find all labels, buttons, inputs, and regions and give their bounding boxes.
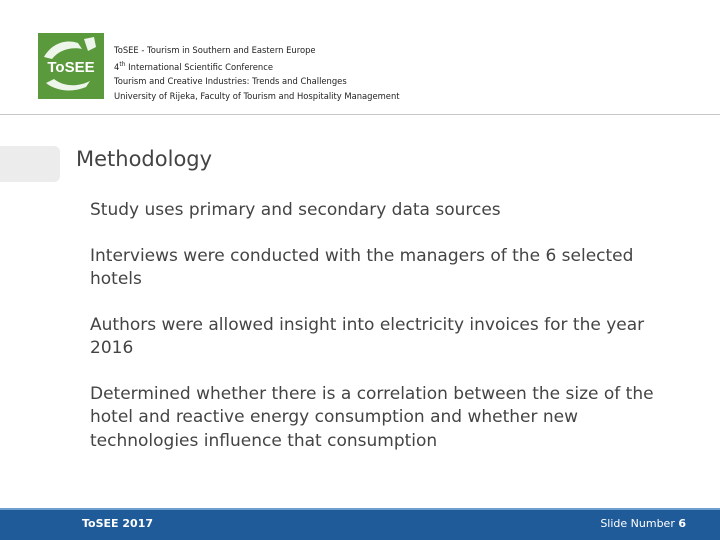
logo-text: ToSEE bbox=[47, 59, 95, 76]
slide-number-value: 6 bbox=[678, 517, 686, 530]
bullet-list bbox=[90, 199, 690, 475]
slide-number bbox=[600, 517, 686, 530]
bullet-item: Authors were allowed insight into electricity invoices for the year 2016 bbox=[90, 314, 645, 358]
header-line-1: ToSEE - Tourism in Southern and Eastern Europe bbox=[114, 45, 316, 55]
slide-title: Methodology bbox=[76, 147, 213, 171]
tosee-logo bbox=[38, 33, 104, 99]
bullet-item: Study uses primary and secondary data sources bbox=[90, 200, 501, 220]
title-tab bbox=[0, 146, 60, 182]
header-line-2: 4th International Scientific Conference bbox=[114, 60, 273, 72]
slide-number-label: Slide Number bbox=[600, 517, 679, 530]
header-line-3: Tourism and Creative Industries: Trends and Challenges bbox=[114, 75, 347, 86]
bullet-item: Interviews were conducted with the managers of the 6 selected hotels bbox=[90, 245, 634, 289]
header-divider bbox=[0, 114, 720, 115]
conference-header bbox=[114, 43, 400, 103]
header-line-4: University of Rijeka, Faculty of Tourism and Hospitality Management bbox=[114, 90, 400, 101]
bullet-item: Determined whether there is a correlation between the size of the hotel and reactive energy consumption and whether new technologies influence that consumption bbox=[90, 383, 654, 451]
footer-event: ToSEE 2017 bbox=[82, 517, 153, 530]
